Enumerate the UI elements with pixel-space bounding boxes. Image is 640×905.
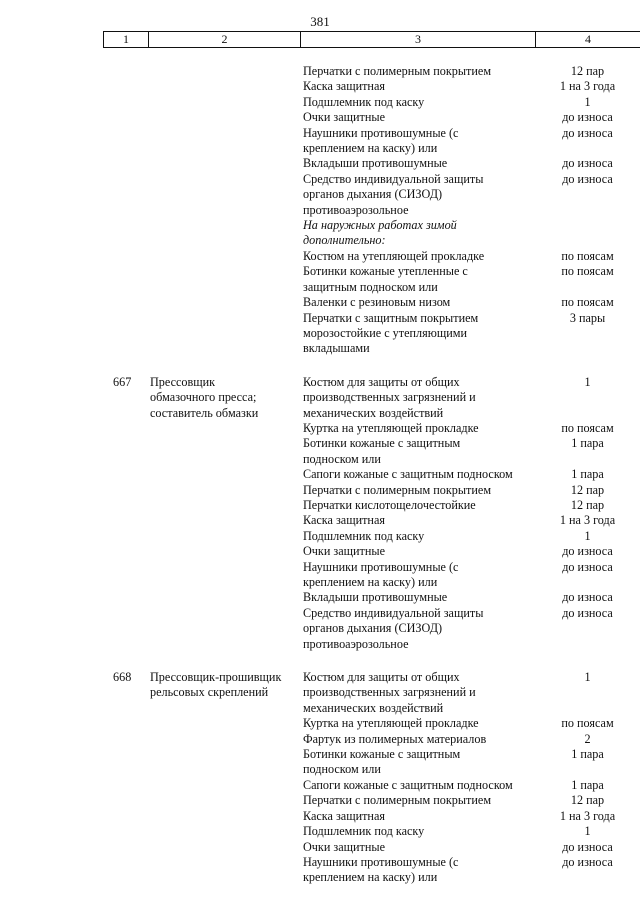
header-col-1: 1 bbox=[103, 32, 148, 47]
item-name bbox=[303, 606, 535, 652]
items-list bbox=[303, 375, 640, 652]
item-name-line: Средство индивидуальной защиты bbox=[303, 171, 484, 186]
item-name-line: морозостойкие с утепляющими bbox=[303, 325, 467, 340]
item-name-line: Подшлемник под каску bbox=[303, 528, 425, 543]
item-row bbox=[303, 513, 640, 528]
item-name bbox=[303, 855, 535, 886]
item-row bbox=[303, 855, 640, 886]
item-name-line: Очки защитные bbox=[303, 544, 385, 559]
item-name bbox=[303, 64, 535, 79]
item-quantity: 1 на 3 года bbox=[559, 808, 616, 823]
item-quantity: 3 пары bbox=[569, 310, 606, 325]
item-name-line: Средство индивидуальной защиты bbox=[303, 605, 484, 620]
profession-line: обмазочного пресса; bbox=[150, 390, 257, 405]
item-name bbox=[303, 778, 535, 793]
item-name-line: Костюм для защиты от общих bbox=[303, 670, 460, 685]
item-row bbox=[303, 732, 640, 747]
item-name bbox=[303, 513, 535, 528]
item-row bbox=[303, 110, 640, 125]
item-name-line: Куртка на утепляющей прокладке bbox=[303, 716, 479, 731]
item-quantity: 2 bbox=[584, 731, 591, 746]
item-quantity: 1 bbox=[584, 374, 591, 389]
item-row bbox=[303, 436, 640, 467]
profession-line: составитель обмазки bbox=[150, 405, 259, 420]
item-name bbox=[303, 840, 535, 855]
item-quantity: 1 bbox=[584, 824, 591, 839]
item-row bbox=[303, 95, 640, 110]
item-row bbox=[303, 793, 640, 808]
item-name bbox=[303, 156, 535, 171]
item-quantity: до износа bbox=[562, 544, 613, 559]
item-row bbox=[303, 467, 640, 482]
item-name-line: Фартук из полимерных материалов bbox=[303, 731, 487, 746]
item-quantity: до износа bbox=[562, 125, 613, 140]
item-name bbox=[303, 793, 535, 808]
item-name-line: Наушники противошумные (с bbox=[303, 559, 459, 574]
item-name bbox=[303, 95, 535, 110]
item-row bbox=[303, 64, 640, 79]
item-name-line: подноском или bbox=[303, 762, 381, 777]
left-margin bbox=[0, 375, 103, 652]
item-name-line: производственных загрязнений и bbox=[303, 390, 476, 405]
item-row bbox=[303, 249, 640, 264]
item-row bbox=[303, 840, 640, 855]
item-name-line: противоаэрозольное bbox=[303, 202, 409, 217]
item-name-line: Очки защитные bbox=[303, 839, 385, 854]
profession-name bbox=[150, 670, 303, 886]
item-row bbox=[303, 670, 640, 716]
item-quantity: 1 пара bbox=[571, 467, 604, 482]
entry-number bbox=[103, 64, 150, 357]
item-quantity: до износа bbox=[562, 854, 613, 869]
item-row bbox=[303, 218, 640, 249]
item-row bbox=[303, 778, 640, 793]
item-name bbox=[303, 498, 535, 513]
item-quantity: 12 пар bbox=[570, 64, 605, 78]
item-row bbox=[303, 716, 640, 731]
row-gap bbox=[0, 357, 640, 375]
item-name bbox=[303, 824, 535, 839]
header-col-4: 4 bbox=[535, 32, 640, 47]
item-name-line: вкладышами bbox=[303, 341, 370, 356]
item-name-line: Каска защитная bbox=[303, 79, 385, 94]
table-row bbox=[0, 670, 640, 886]
item-quantity: до износа bbox=[562, 839, 613, 854]
item-name-line: Валенки с резиновым низом bbox=[303, 295, 451, 310]
item-name bbox=[303, 747, 535, 778]
item-name bbox=[303, 79, 535, 94]
item-quantity: до износа bbox=[562, 590, 613, 605]
item-name bbox=[303, 264, 535, 295]
item-quantity: 1 на 3 года bbox=[559, 79, 616, 94]
item-name bbox=[303, 295, 535, 310]
row-gap bbox=[0, 652, 640, 670]
entry-number: 668 bbox=[113, 670, 132, 685]
left-margin bbox=[0, 670, 103, 886]
item-quantity: до износа bbox=[562, 110, 613, 125]
page-number: 381 bbox=[310, 14, 330, 29]
item-row bbox=[303, 590, 640, 605]
item-name bbox=[303, 126, 535, 157]
item-quantity: 12 пар bbox=[570, 497, 605, 512]
item-name-line: Перчатки с полимерным покрытием bbox=[303, 64, 492, 78]
item-row bbox=[303, 311, 640, 357]
item-name-line: креплением на каску) или bbox=[303, 870, 438, 885]
item-name bbox=[303, 670, 535, 716]
item-name-line: Перчатки с защитным покрытием bbox=[303, 310, 479, 325]
item-name-line: Подшлемник под каску bbox=[303, 94, 425, 109]
items-list bbox=[303, 670, 640, 886]
item-row bbox=[303, 375, 640, 421]
item-row bbox=[303, 606, 640, 652]
item-quantity: до износа bbox=[562, 171, 613, 186]
item-quantity: 1 пара bbox=[571, 436, 604, 451]
item-name-line: защитным подноском или bbox=[303, 279, 438, 294]
item-name-line: Перчатки с полимерным покрытием bbox=[303, 793, 492, 808]
item-row bbox=[303, 824, 640, 839]
item-name bbox=[303, 529, 535, 544]
table-row bbox=[0, 375, 640, 652]
item-name bbox=[303, 732, 535, 747]
item-name-line: креплением на каску) или bbox=[303, 141, 438, 156]
item-name-line: креплением на каску) или bbox=[303, 575, 438, 589]
item-name-line: Перчатки с полимерным покрытием bbox=[303, 482, 492, 497]
item-name-line: Вкладыши противошумные bbox=[303, 156, 448, 171]
header-col-3: 3 bbox=[300, 32, 535, 47]
profession-line: Прессовщик-прошивщик bbox=[150, 670, 282, 685]
item-row bbox=[303, 809, 640, 824]
item-name-line: противоаэрозольное bbox=[303, 636, 409, 651]
item-name bbox=[303, 716, 535, 731]
item-quantity: по поясам bbox=[561, 264, 614, 279]
item-name-line: Подшлемник под каску bbox=[303, 824, 425, 839]
item-row bbox=[303, 79, 640, 94]
item-quantity: 1 пара bbox=[571, 777, 604, 792]
item-row bbox=[303, 126, 640, 157]
item-row bbox=[303, 295, 640, 310]
item-name bbox=[303, 590, 535, 605]
item-quantity: 1 bbox=[584, 94, 591, 109]
item-row bbox=[303, 264, 640, 295]
item-quantity: 1 bbox=[584, 528, 591, 543]
item-row bbox=[303, 156, 640, 171]
item-quantity bbox=[535, 218, 640, 249]
item-name bbox=[303, 809, 535, 824]
item-name-line: Куртка на утепляющей прокладке bbox=[303, 420, 479, 435]
item-name-line: Каска защитная bbox=[303, 513, 385, 528]
item-quantity: по поясам bbox=[561, 716, 614, 731]
left-margin bbox=[0, 64, 103, 357]
item-name-line: Ботинки кожаные утепленные с bbox=[303, 264, 468, 279]
item-name bbox=[303, 172, 535, 218]
item-name bbox=[303, 218, 535, 249]
item-name-line: Наушники противошумные (с bbox=[303, 854, 459, 869]
items-list bbox=[303, 64, 640, 357]
item-name bbox=[303, 560, 535, 591]
profession-name bbox=[150, 375, 303, 652]
item-quantity: по поясам bbox=[561, 295, 614, 310]
item-row bbox=[303, 544, 640, 559]
item-quantity: до износа bbox=[562, 559, 613, 574]
item-name bbox=[303, 483, 535, 498]
item-row bbox=[303, 747, 640, 778]
item-name bbox=[303, 421, 535, 436]
item-quantity: 12 пар bbox=[570, 793, 605, 808]
item-name-line: дополнительно: bbox=[303, 233, 386, 248]
item-name-line: механических воздействий bbox=[303, 700, 444, 715]
item-name-line: Ботинки кожаные с защитным bbox=[303, 747, 461, 762]
item-quantity: по поясам bbox=[561, 248, 614, 263]
item-name bbox=[303, 436, 535, 467]
item-name-line: Сапоги кожаные с защитным подноском bbox=[303, 777, 513, 792]
item-quantity: 1 bbox=[584, 670, 591, 685]
item-name-line: Очки защитные bbox=[303, 110, 385, 125]
item-row bbox=[303, 498, 640, 513]
item-name bbox=[303, 375, 535, 421]
profession-name bbox=[150, 64, 303, 357]
item-name-line: Каска защитная bbox=[303, 808, 385, 823]
item-name-line: Ботинки кожаные с защитным bbox=[303, 436, 461, 451]
item-name-line: На наружных работах зимой bbox=[303, 218, 457, 233]
table-header bbox=[103, 31, 640, 48]
continuation-block bbox=[0, 64, 640, 357]
item-name bbox=[303, 249, 535, 264]
profession-line: рельсовых скреплений bbox=[150, 685, 269, 700]
item-name-line: органов дыхания (СИЗОД) bbox=[303, 187, 443, 202]
item-name-line: подноском или bbox=[303, 451, 381, 466]
item-name bbox=[303, 544, 535, 559]
item-name-line: Перчатки кислотощелочестойкие bbox=[303, 497, 476, 512]
item-name-line: Костюм на утепляющей прокладке bbox=[303, 248, 485, 263]
header-col-2: 2 bbox=[148, 32, 300, 47]
item-name bbox=[303, 311, 535, 357]
entry-number: 667 bbox=[113, 374, 132, 389]
item-quantity: до износа bbox=[562, 156, 613, 171]
item-name-line: производственных загрязнений и bbox=[303, 685, 476, 700]
table-body bbox=[0, 64, 640, 886]
item-name bbox=[303, 467, 535, 482]
item-name-line: Наушники противошумные (с bbox=[303, 125, 459, 140]
item-quantity: 12 пар bbox=[570, 482, 605, 497]
item-quantity: 1 пара bbox=[571, 747, 604, 762]
item-name-line: Сапоги кожаные с защитным подноском bbox=[303, 467, 513, 482]
item-row bbox=[303, 483, 640, 498]
item-quantity: 1 на 3 года bbox=[559, 513, 616, 528]
item-row bbox=[303, 172, 640, 218]
item-name-line: Костюм для защиты от общих bbox=[303, 374, 460, 389]
item-quantity: по поясам bbox=[561, 420, 614, 435]
item-row bbox=[303, 529, 640, 544]
item-row bbox=[303, 421, 640, 436]
item-name-line: механических воздействий bbox=[303, 405, 444, 420]
item-name-line: органов дыхания (СИЗОД) bbox=[303, 621, 443, 636]
item-name-line: Вкладыши противошумные bbox=[303, 590, 448, 605]
item-name bbox=[303, 110, 535, 125]
item-row bbox=[303, 560, 640, 591]
profession-line: Прессовщик bbox=[150, 374, 216, 389]
item-quantity: до износа bbox=[562, 605, 613, 620]
